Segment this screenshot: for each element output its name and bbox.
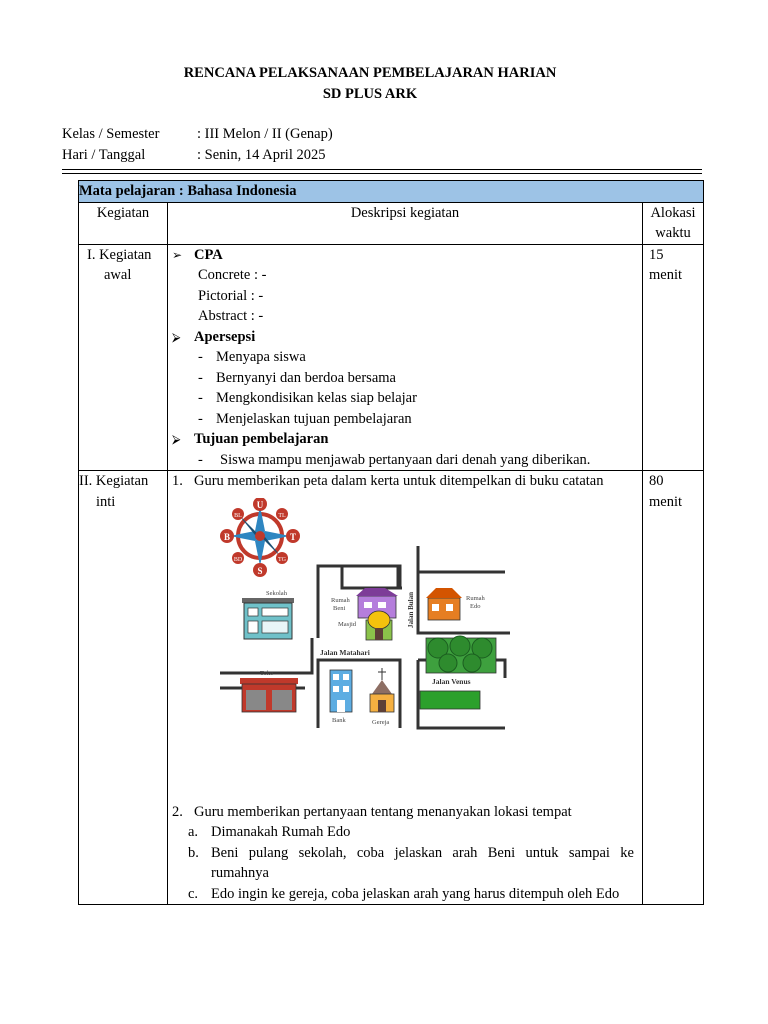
step-2: 2. Guru memberikan pertanyaan tentang menanyakan lokasi tempat: [172, 803, 572, 820]
mosque-icon: [366, 611, 392, 640]
cpa-pictorial: Pictorial : -: [198, 287, 264, 304]
alokasi-line-2: waktu: [655, 225, 691, 241]
document-title: RENCANA PELAKSANAAN PEMBELAJARAN HARIAN: [183, 65, 557, 81]
bank-building-icon: [330, 670, 352, 712]
label-line-2: inti: [96, 493, 116, 510]
rumah-edo-label-1: Rumah: [466, 594, 485, 602]
compass-t-label: T: [289, 531, 297, 542]
school-building-icon: [242, 598, 294, 639]
alokasi-inti: [643, 471, 704, 905]
compass-tl-label: TL: [278, 512, 286, 519]
label-line-1: II. Kegiatan: [79, 473, 149, 489]
time-value: 15: [649, 246, 664, 263]
kelas-value: : III Melon / II (Genap): [197, 126, 333, 142]
arrow-bullet-icon: ⮚: [172, 329, 181, 344]
label-line-1: I. Kegiatan: [87, 246, 152, 263]
tujuan-bullet: [172, 429, 634, 450]
kegiatan-inti-label: [79, 471, 168, 905]
alokasi-awal: [643, 244, 704, 471]
school-name: SD PLUS ARK: [322, 86, 418, 102]
divider-line: [62, 169, 702, 170]
edo-house-icon: [426, 588, 462, 620]
compass-bl-label: BL: [234, 512, 242, 519]
cpa-abstract: Abstract : -: [198, 308, 264, 324]
rumah-beni-label-2: Beni: [333, 604, 346, 612]
rumah-edo-label-2: Edo: [470, 602, 481, 610]
neighborhood-map: [220, 498, 510, 778]
masjid-label: Masjid: [338, 620, 357, 628]
bank-label: Bank: [332, 716, 346, 724]
subject-row: [79, 181, 704, 203]
hari-label: Hari / Tanggal: [62, 147, 146, 163]
cpa-heading: CPA: [194, 246, 223, 263]
church-icon: [370, 668, 394, 712]
compass-tg-label: TG: [278, 556, 286, 563]
question-item: b. Beni pulang sekolah, coba jelaskan arah Beni untuk sampai ke rumahnya: [188, 844, 634, 881]
meta-kelas: [62, 126, 333, 143]
road-line: [418, 546, 505, 572]
compass-u-label: U: [256, 499, 264, 510]
row-kegiatan-inti: [79, 471, 704, 905]
kegiatan-inti-desc: [168, 471, 643, 905]
compass-s-label: S: [257, 565, 263, 576]
time-unit: menit: [649, 267, 683, 283]
arrow-bullet-icon: ⮚: [172, 432, 181, 446]
col-alokasi: [643, 202, 704, 244]
cpa-concrete: Concrete : -: [198, 267, 267, 283]
question-item: c. Edo ingin ke gereja, coba jelaskan arah yang harus ditempuh oleh Edo: [188, 885, 620, 902]
park-trees-icon: [426, 636, 496, 673]
map-illustration: [172, 492, 634, 802]
compass-rose-icon: [220, 498, 300, 577]
apersepsi-heading: Apersepsi: [194, 328, 256, 345]
list-item: - Mengkondisikan kelas siap belajar: [198, 390, 417, 406]
divider-line: [62, 173, 702, 174]
jalan-venus-label: Jalan Venus: [432, 676, 471, 686]
kegiatan-awal-label: [79, 244, 168, 471]
subject-title: Mata pelajaran : Bahasa Indonesia: [79, 181, 704, 203]
kegiatan-awal-desc: [168, 244, 643, 471]
time-unit: menit: [649, 493, 683, 510]
compass-b-label: B: [223, 531, 231, 542]
cpa-bullet: [172, 245, 634, 266]
list-item: - Menjelaskan tujuan pembelajaran: [198, 410, 412, 427]
road-line: [220, 638, 312, 673]
apersepsi-bullet: [172, 327, 634, 348]
road-line: [342, 566, 402, 588]
gereja-label: Gereja: [372, 718, 390, 726]
label-line-2: awal: [104, 267, 132, 283]
jalan-matahari-label: Jalan Matahari: [320, 647, 370, 657]
list-item: - Menyapa siswa: [198, 349, 306, 365]
compass-bd-label: BD: [233, 556, 243, 563]
toko-label: Toko: [260, 669, 274, 677]
shop-building-icon: [240, 678, 298, 712]
time-value: 80: [649, 473, 664, 489]
arrow-bullet-icon: ➢: [172, 247, 183, 262]
list-item: - Bernyanyi dan berdoa bersama: [198, 369, 396, 386]
kelas-label: Kelas / Semester: [62, 126, 160, 142]
list-item: - Siswa mampu menjawab pertanyaan dari denah yang diberikan.: [198, 451, 591, 468]
col-deskripsi: Deskripsi kegiatan: [168, 202, 643, 244]
row-kegiatan-awal: [79, 244, 704, 471]
alokasi-line-1: Alokasi: [650, 204, 696, 221]
header-row: [79, 202, 704, 244]
step-1: 1. Guru memberikan peta dalam kerta untuk ditempelkan di buku catatan: [172, 473, 604, 489]
rumah-beni-label-1: Rumah: [331, 596, 350, 604]
question-item: a. Dimanakah Rumah Edo: [188, 824, 351, 840]
tujuan-heading: Tujuan pembelajaran: [194, 431, 329, 447]
sekolah-label: Sekolah: [266, 589, 287, 597]
col-kegiatan: Kegiatan: [79, 202, 168, 244]
hari-value: : Senin, 14 April 2025: [197, 147, 326, 163]
meta-hari: [62, 147, 326, 164]
jalan-bulan-label: Jalan Bulan: [407, 591, 415, 628]
lesson-plan-table: [78, 180, 704, 905]
green-field-shape: [420, 691, 480, 709]
